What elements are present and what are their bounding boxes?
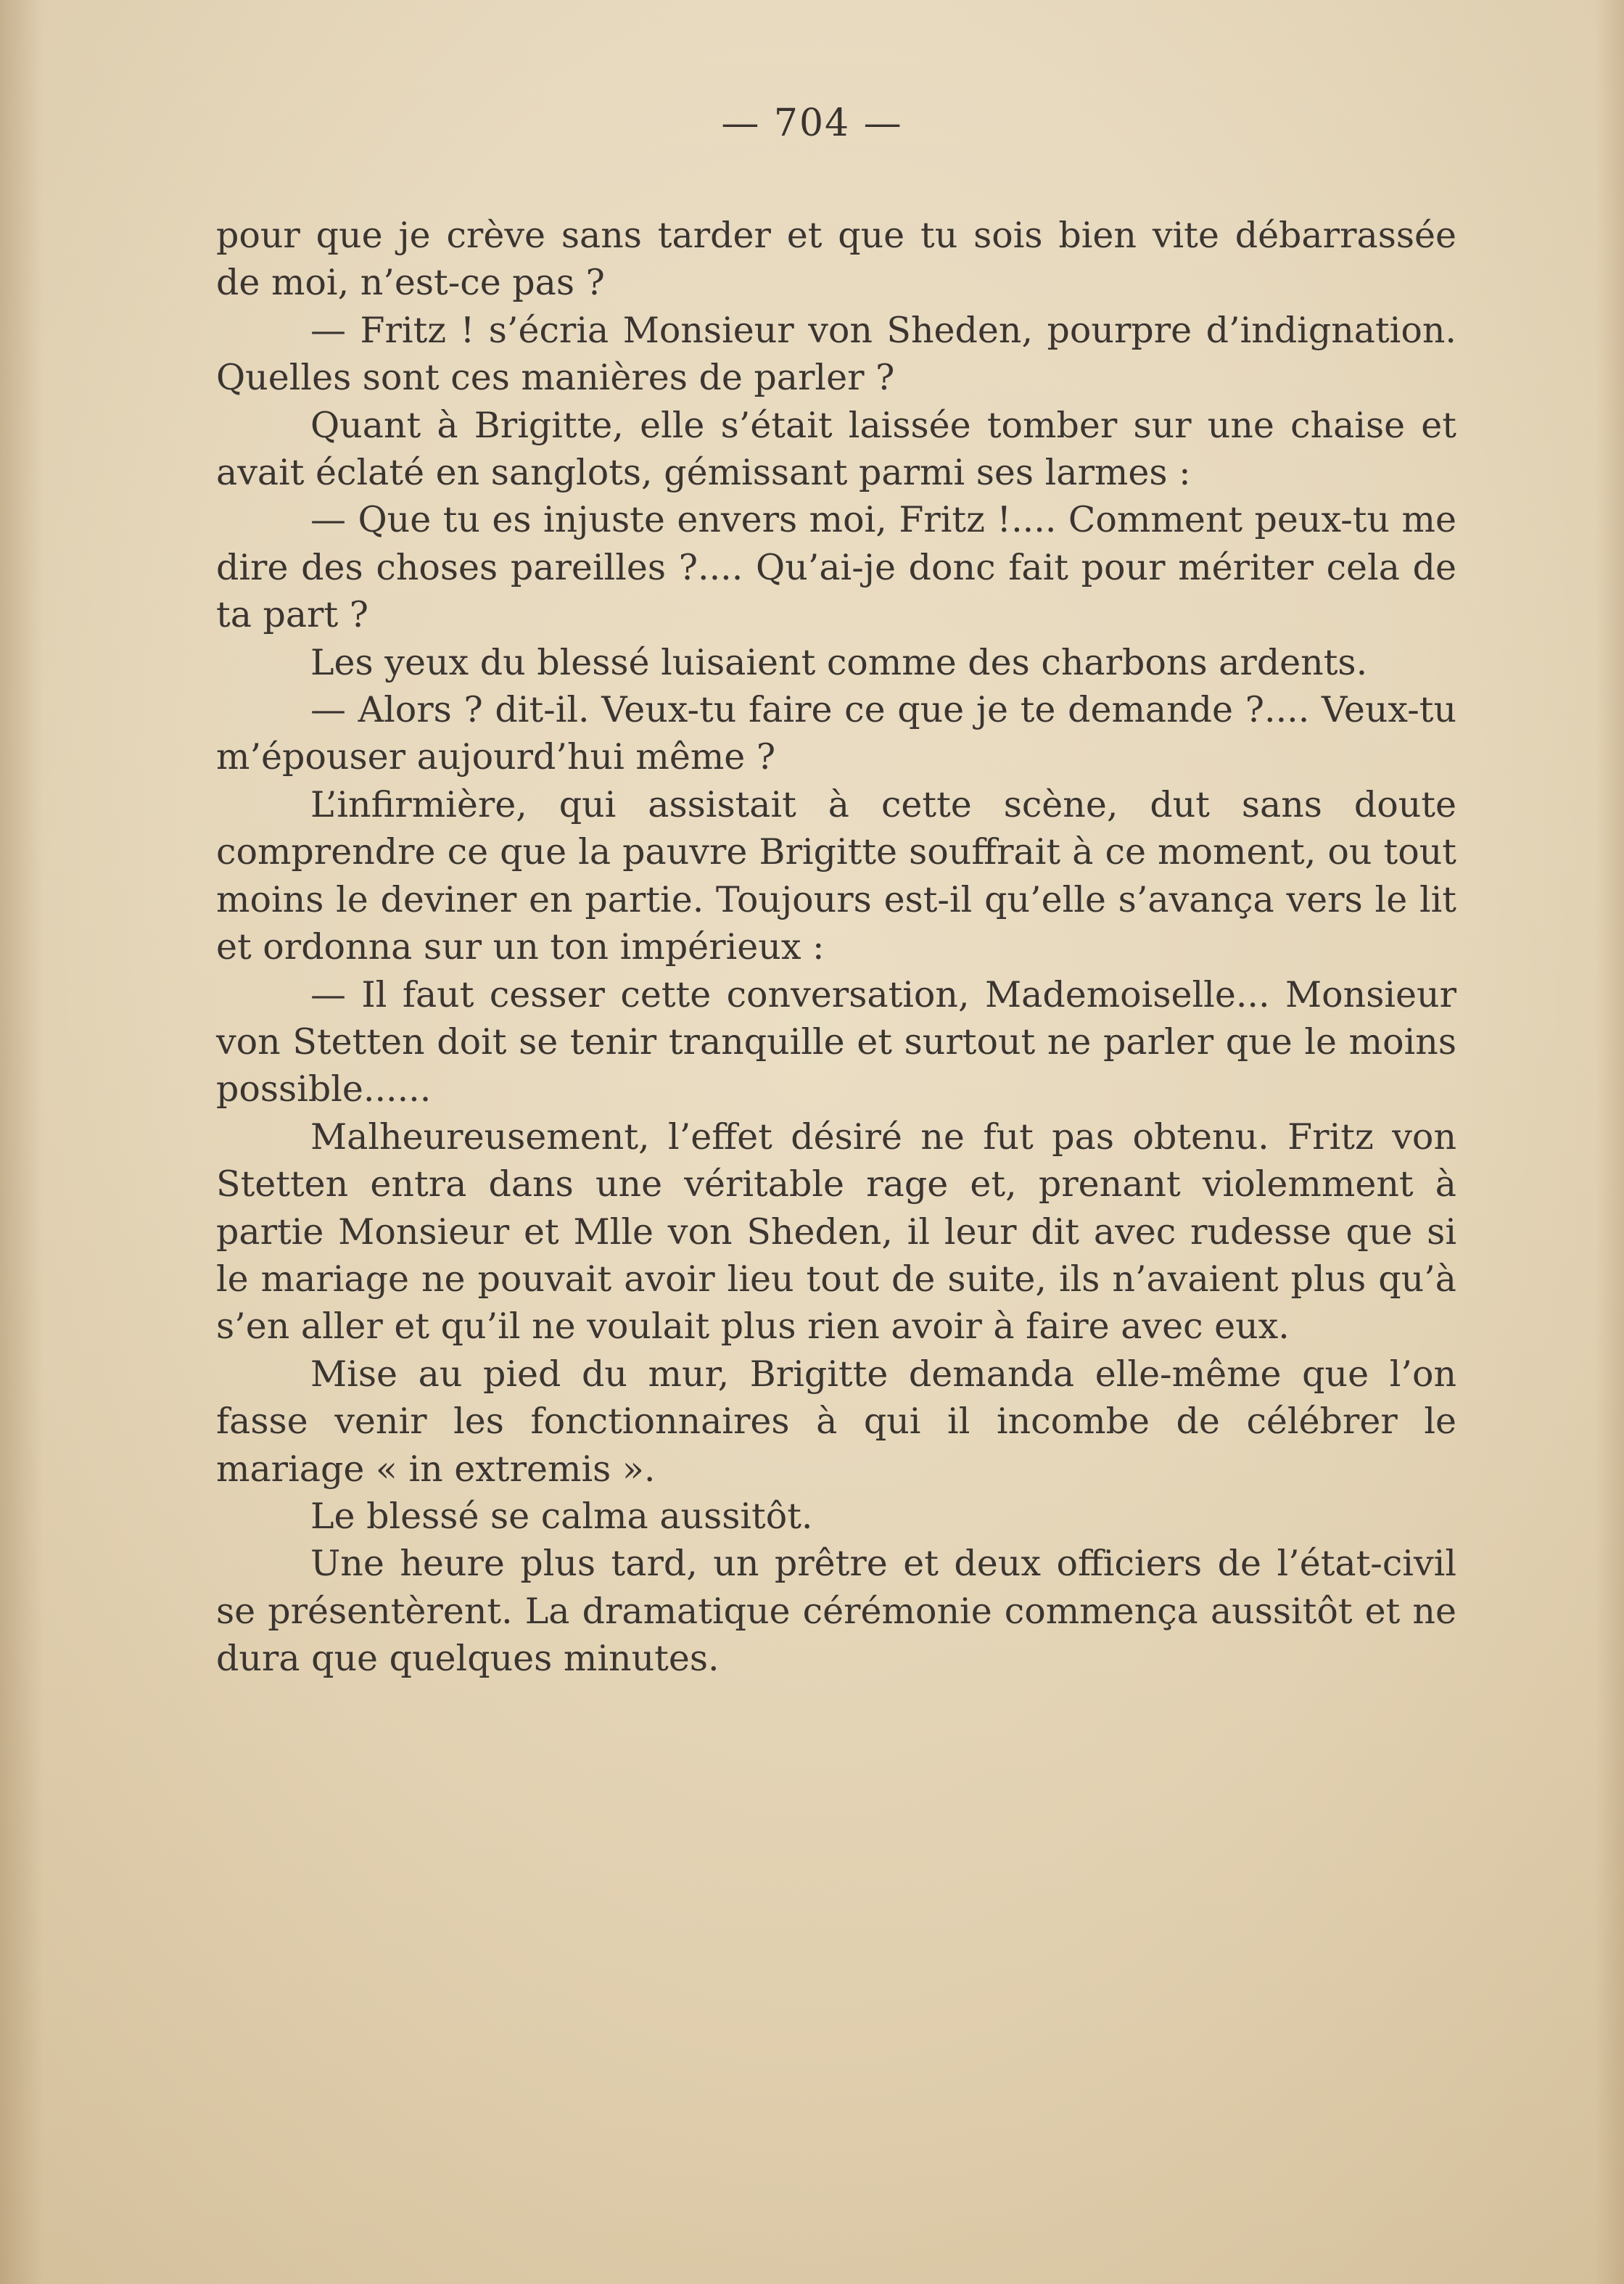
page-number: — 704 — (721, 102, 903, 145)
paragraph: Le blessé se calma aussitôt. (310, 1495, 813, 1537)
paragraph: pour que je crève sans tarder et que tu sois bien vite débarrassée de moi, n’est-ce pas ? (216, 215, 1456, 304)
paragraph: — Fritz ! s’écria Monsieur von Sheden, pourpre d’indignation. Quelles sont ces manières de parler ? (216, 309, 1456, 399)
page-edge-shadow-left (0, 0, 44, 2284)
paragraph: — Il faut cesser cette conversation, Mademoiselle... Monsieur von Stetten doit se tenir tranquille et surtout ne parler que le moins possible...... (216, 973, 1456, 1110)
paragraph: Une heure plus tard, un prêtre et deux officiers de l’état-civil se présentèrent. La dramatique cérémonie commença aussitôt et ne dura que quelques minutes. (216, 1543, 1456, 1680)
paragraph: — Alors ? dit-il. Veux-tu faire ce que je te demande ?.... Veux-tu m’épouser aujourd’hui même ? (216, 689, 1456, 778)
body-text (216, 212, 1456, 1683)
paragraph: Quant à Brigitte, elle s’était laissée tomber sur une chaise et avait éclaté en sanglots, gémissant parmi ses larmes : (216, 404, 1456, 494)
paragraph: Mise au pied du mur, Brigitte demanda elle-même que l’on fasse venir les fonctionnaires à qui il incombe de célébrer le mariage « in extremis ». (216, 1353, 1456, 1490)
paragraph: L’infirmière, qui assistait à cette scène, dut sans doute comprendre ce que la pauvre Brigitte souffrait à ce moment, ou tout moins le deviner en partie. Toujours est-il qu’elle s’avança vers le lit et ordonna sur un ton impérieux : (216, 783, 1456, 968)
paragraph: — Que tu es injuste envers moi, Fritz !.... Comment peux-tu me dire des choses pareilles ?.... Qu’ai-je donc fait pour mériter cela de ta part ? (216, 499, 1456, 636)
page-edge-shadow-right (1595, 0, 1624, 2284)
paragraph: Malheureusement, l’effet désiré ne fut pas obtenu. Fritz von Stetten entra dans une véritable rage et, prenant violemment à partie Monsieur et Mlle von Sheden, il leur dit avec rudesse que si le mariage ne pouvait avoir lieu tout de suite, ils n’avaient plus qu’à s’en aller et qu’il ne voulait plus rien avoir à faire avec eux. (216, 1116, 1456, 1348)
paragraph: Les yeux du blessé luisaient comme des charbons ardents. (310, 641, 1368, 683)
